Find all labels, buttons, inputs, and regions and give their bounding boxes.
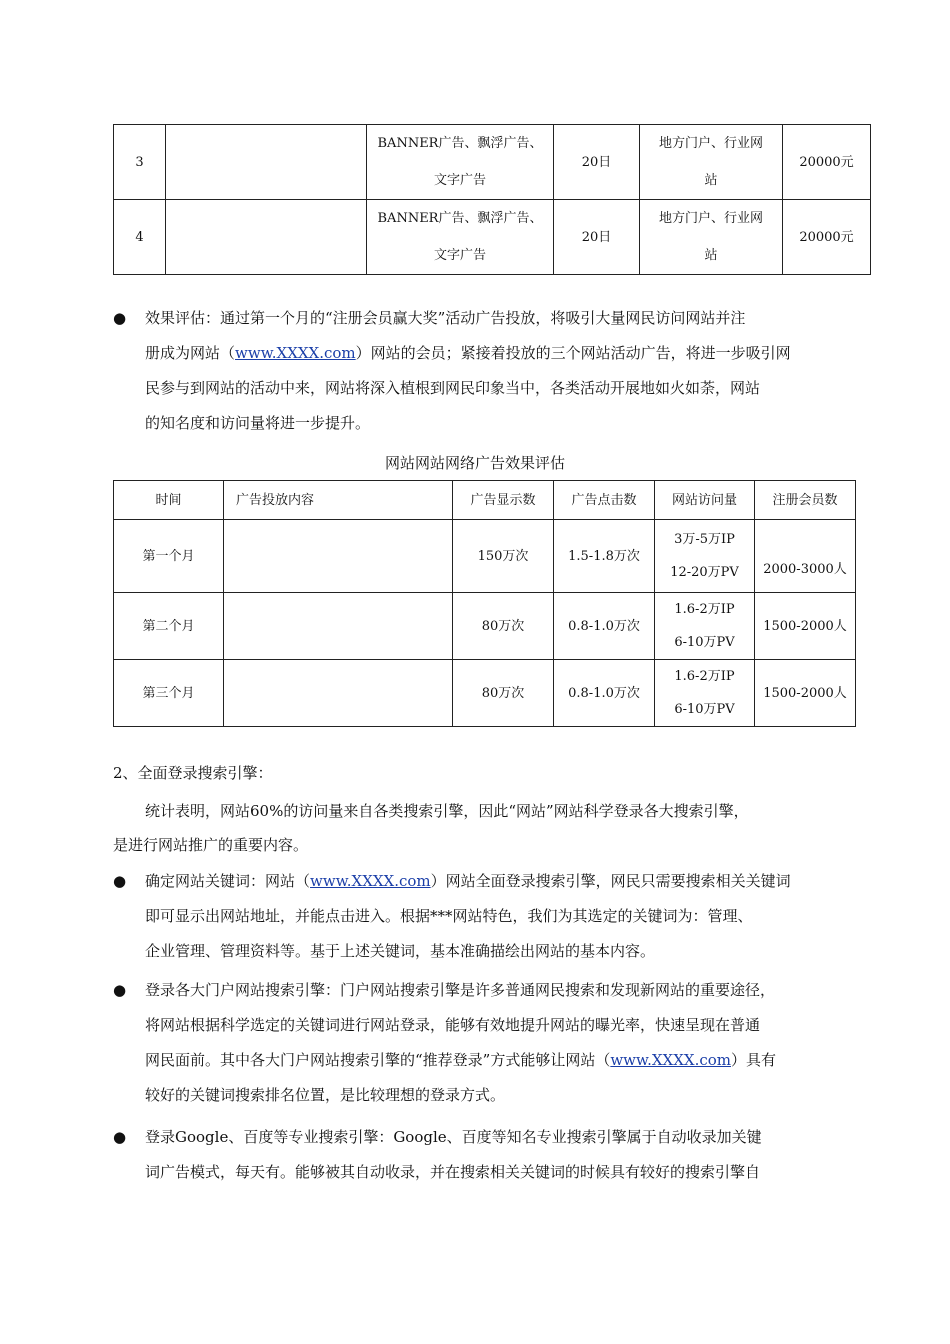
site-link[interactable]: www.XXXX.com: [235, 344, 356, 362]
content-cell: [224, 593, 453, 660]
bullet-icon: ●: [113, 981, 127, 999]
section-heading: 2、全面登录搜索引擎：: [113, 764, 273, 782]
price-cell: 20000元: [783, 200, 871, 275]
clicks-cell: 0.8-1.0万次: [554, 660, 655, 727]
time-cell: 第三个月: [114, 660, 224, 727]
visits-cell: 1.6-2万IP 6-10万PV: [655, 593, 755, 660]
table-row: [114, 200, 871, 275]
pro-search-paragraph: 登录Google、百度等专业搜索引擎：Google、百度等知名专业搜索引擎属于自动收录加关键 词广告模式，每天有。能够被其自动收录，并在搜索相关关键词的时候具有较好的搜索引擎自: [145, 1128, 762, 1181]
effect-paragraph: 效果评估：通过第一个月的“注册会员赢大奖”活动广告投放，将吸引大量网民访问网站并注 册成为网站（www.XXXX.com）网站的会员；紧接着投放的三个网站活动广告，将进一步吸引网 民参与到网站的活动中来，网站将深入植根到网民印象当中，各类活动开展地如火如荼，网站 的知名度和访问量将进一步提升。: [145, 309, 791, 432]
bullet-icon: ●: [113, 1128, 127, 1146]
table-row: [114, 660, 856, 727]
visits-cell: 3万-5万IP 12-20万PV: [655, 520, 755, 593]
header-display: 广告显示数: [453, 481, 554, 520]
keywords-paragraph: 确定网站关键词：网站（www.XXXX.com）网站全面登录搜索引擎，网民只需要搜索相关关键词 即可显示出网站地址，并能点击进入。根据***网站特色，我们为其选定的关键词为：管理、 企业管理、管理资料等。基于上述关键词，基本准确描绘出网站的基本内容。: [145, 872, 791, 960]
site-link[interactable]: www.XXXX.com: [310, 872, 431, 890]
duration-cell: 20日: [554, 125, 640, 200]
members-cell: 2000-3000人: [755, 520, 856, 593]
visits-cell: 1.6-2万IP 6-10万PV: [655, 660, 755, 727]
members-cell: 1500-2000人: [755, 660, 856, 727]
header-members: 注册会员数: [755, 481, 856, 520]
members-cell: 1500-2000人: [755, 593, 856, 660]
ad-schedule-table: [113, 124, 871, 275]
table-row: [114, 520, 856, 593]
ad-type-cell: BANNER广告、飘浮广告、 文字广告: [367, 125, 554, 200]
table-caption: 网站网站网络广告效果评估: [384, 454, 565, 472]
table-row: [114, 125, 871, 200]
header-content: 广告投放内容: [224, 481, 453, 520]
price-cell: 20000元: [783, 125, 871, 200]
table-header-row: [114, 481, 856, 520]
header-clicks: 广告点击数: [554, 481, 655, 520]
display-cell: 80万次: [453, 660, 554, 727]
header-visits: 网站访问量: [655, 481, 755, 520]
empty-cell: [166, 125, 367, 200]
bullet-icon: ●: [113, 872, 127, 890]
site-type-cell: 地方门户、行业网 站: [640, 125, 783, 200]
site-type-cell: 地方门户、行业网 站: [640, 200, 783, 275]
site-link[interactable]: www.XXXX.com: [610, 1051, 731, 1069]
content-cell: [224, 520, 453, 593]
duration-cell: 20日: [554, 200, 640, 275]
ad-effect-table: [113, 480, 856, 727]
ad-type-cell: BANNER广告、飘浮广告、 文字广告: [367, 200, 554, 275]
time-cell: 第一个月: [114, 520, 224, 593]
clicks-cell: 1.5-1.8万次: [554, 520, 655, 593]
display-cell: 80万次: [453, 593, 554, 660]
section-intro: 统计表明，网站60%的访问量来自各类搜索引擎，因此“网站”网站科学登录各大搜索引擎， 是进行网站推广的重要内容。: [113, 802, 749, 854]
table-row: [114, 593, 856, 660]
clicks-cell: 0.8-1.0万次: [554, 593, 655, 660]
bullet-icon: ●: [113, 309, 127, 327]
time-cell: 第二个月: [114, 593, 224, 660]
row-number: 3: [114, 125, 166, 200]
display-cell: 150万次: [453, 520, 554, 593]
content-cell: [224, 660, 453, 727]
empty-cell: [166, 200, 367, 275]
portal-search-paragraph: 登录各大门户网站搜索引擎：门户网站搜索引擎是许多普通网民搜索和发现新网站的重要途径， 将网站根据科学选定的关键词进行网站登录，能够有效地提升网站的曝光率，快速呈现在普通 网民面前。其中各大门户网站搜索引擎的“推荐登录”方式能够让网站（www.XXXX.com）具有 较好的关键词搜索排名位置，是比较理想的登录方式。: [145, 981, 777, 1104]
header-time: 时间: [114, 481, 224, 520]
row-number: 4: [114, 200, 166, 275]
